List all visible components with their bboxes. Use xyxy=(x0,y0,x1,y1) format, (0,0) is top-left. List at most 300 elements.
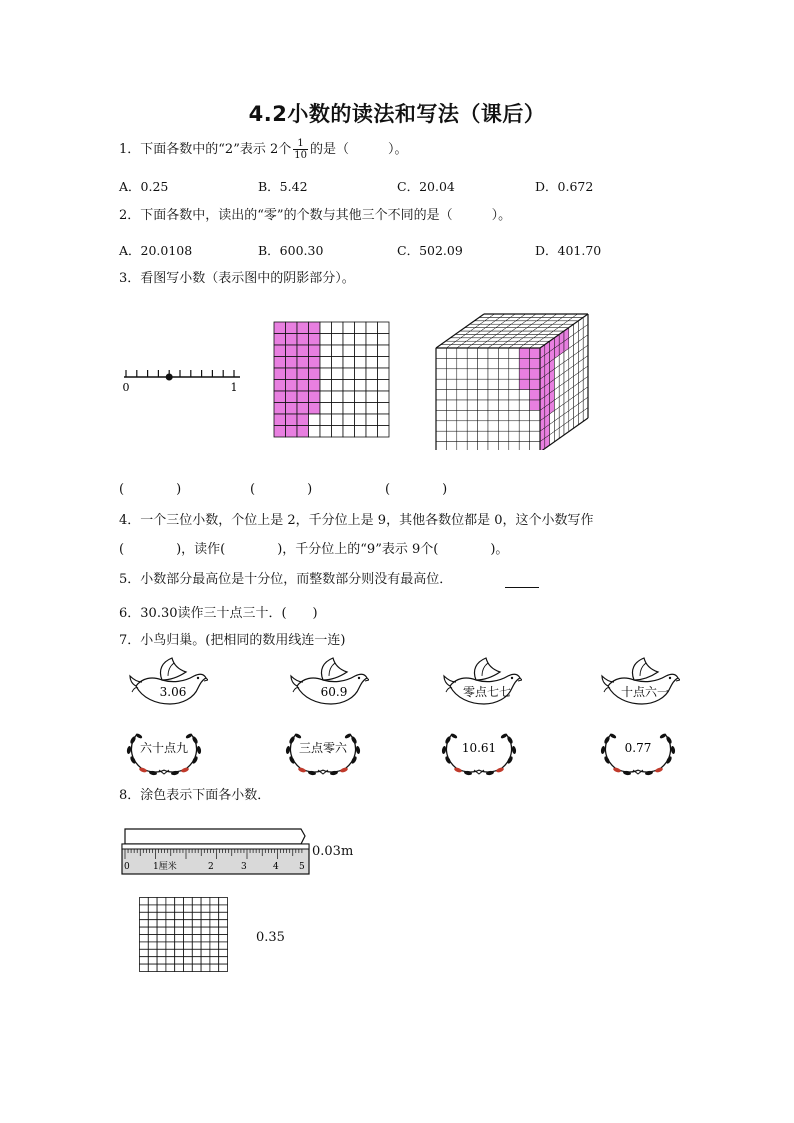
grid-cell xyxy=(309,414,321,426)
grid-cell xyxy=(355,391,367,403)
question-8: 8．涂色表示下面各小数． xyxy=(119,788,271,803)
blank-grid-cell xyxy=(166,942,175,949)
blank-grid-cell xyxy=(148,957,157,964)
blank-grid-cell xyxy=(219,935,228,942)
blank-grid-cell xyxy=(175,935,184,942)
grid-cell xyxy=(332,345,344,357)
blank-grid-cell xyxy=(157,920,166,927)
blank-grid-cell xyxy=(201,942,210,949)
blank-grid-cell xyxy=(219,927,228,934)
cube-front-cell xyxy=(509,410,519,420)
cube-front-cell xyxy=(519,442,529,450)
number-line-end-label: 1 xyxy=(230,381,238,394)
blank-grid-cell xyxy=(166,920,175,927)
q1-option-c[interactable]: C．20.04 xyxy=(397,179,455,194)
grid-cell xyxy=(366,322,378,334)
blank-grid-cell xyxy=(210,942,219,949)
grid-cell xyxy=(320,391,332,403)
cube-front-cell xyxy=(478,348,488,358)
grid-cell xyxy=(378,345,390,357)
grid-cell xyxy=(355,403,367,415)
grid-cell xyxy=(366,334,378,346)
ruler-label-1: 1厘米 xyxy=(153,862,177,872)
q2-option-c[interactable]: C．502.09 xyxy=(397,243,463,258)
grid-cell xyxy=(355,414,367,426)
cube-front-cell xyxy=(519,390,529,400)
cube-front-cell xyxy=(478,400,488,410)
cube-front-cell xyxy=(488,400,498,410)
cube-front-cell xyxy=(436,369,446,379)
blank-grid-cell xyxy=(192,957,201,964)
grid-cell-shaded xyxy=(274,414,286,426)
ruler-top-strip xyxy=(125,829,305,844)
grid-cell xyxy=(355,357,367,369)
blank-grid-cell xyxy=(175,920,184,927)
blank-grid-cell xyxy=(140,927,149,934)
blank-grid-cell xyxy=(140,949,149,956)
grid-cell xyxy=(343,345,355,357)
blank-grid-cell xyxy=(140,898,149,905)
cube-front-cell xyxy=(498,410,508,420)
cube-front-cell xyxy=(498,348,508,358)
grid-cell xyxy=(378,426,390,438)
blank-grid-cell xyxy=(210,935,219,942)
q2-option-b[interactable]: B．600.30 xyxy=(258,243,324,258)
blank-grid-cell xyxy=(192,964,201,971)
blank-grid-cell xyxy=(184,949,193,956)
cube-front-cell xyxy=(457,379,467,389)
nest-2[interactable] xyxy=(282,728,364,776)
blank-grid-cell xyxy=(210,920,219,927)
question-4-line-2[interactable]: ( )，读作( )，千分位上的“9”表示 9个( )。 xyxy=(119,542,509,557)
grid-cell xyxy=(343,403,355,415)
cube-front-cell xyxy=(457,348,467,358)
q3-answer-3[interactable]: ( ) xyxy=(385,482,448,497)
blank-grid-cell xyxy=(192,898,201,905)
blank-grid-cell xyxy=(166,905,175,912)
blank-grid-cell xyxy=(140,942,149,949)
grid-cell-shaded xyxy=(297,403,309,415)
blank-grid-cell xyxy=(157,957,166,964)
cube-front-cell xyxy=(488,369,498,379)
blank-grid-cell xyxy=(192,927,201,934)
cube-front-cell-shaded xyxy=(530,390,540,400)
cube-front-cell xyxy=(446,358,456,368)
ruler-label-2: 2 xyxy=(208,862,214,872)
blank-grid-cell xyxy=(175,898,184,905)
bird-3[interactable] xyxy=(442,656,522,706)
cube-front-cell xyxy=(478,369,488,379)
ruler-label-0: 0 xyxy=(124,862,130,872)
question-5 xyxy=(119,571,452,589)
cube-front-cell xyxy=(478,358,488,368)
cube-front-cell xyxy=(446,400,456,410)
nest-3[interactable] xyxy=(438,728,520,776)
grid-cell xyxy=(378,334,390,346)
blank-grid-cell xyxy=(157,935,166,942)
blank-grid-cell xyxy=(219,964,228,971)
blank-grid-cell xyxy=(148,912,157,919)
thousand-cube-lines xyxy=(436,314,588,450)
cube-front-cell xyxy=(530,421,540,431)
cube-front-cell xyxy=(530,431,540,441)
blank-grid-cell xyxy=(201,920,210,927)
grid-cell xyxy=(320,334,332,346)
bird-1[interactable] xyxy=(128,656,208,706)
blank-grid-cell xyxy=(201,935,210,942)
grid-cell xyxy=(355,334,367,346)
blank-grid-cell xyxy=(175,912,184,919)
cube-front-cell-shaded xyxy=(530,379,540,389)
cube-front-cell xyxy=(488,390,498,400)
q1-option-b[interactable]: B．5.42 xyxy=(258,179,308,194)
grid-cell-shaded xyxy=(309,368,321,380)
bird-3-label: 零点七七 xyxy=(462,685,512,699)
grid-cell-shaded xyxy=(286,357,298,369)
grid-cell xyxy=(332,357,344,369)
blank-grid-cell xyxy=(148,905,157,912)
grid-cell-shaded xyxy=(274,357,286,369)
cube-front-cell xyxy=(488,410,498,420)
blank-grid-cell xyxy=(210,905,219,912)
cube-front-cell-shaded xyxy=(530,348,540,358)
ruler-edge xyxy=(122,844,309,849)
cube-front-cell xyxy=(446,442,456,450)
cube-front-cell xyxy=(498,379,508,389)
cube-front-cell xyxy=(478,421,488,431)
question-5-text: 5．小数部分最高位是十分位，而整数部分则没有最高位． xyxy=(119,572,453,587)
grid-cell xyxy=(378,403,390,415)
blank-grid-cell xyxy=(140,964,149,971)
blank-grid-cell xyxy=(210,957,219,964)
grid-cell-shaded xyxy=(274,368,286,380)
grid-cell xyxy=(366,426,378,438)
bird-2-label: 60.9 xyxy=(320,685,348,699)
q3-answer-1[interactable]: ( ) xyxy=(119,482,182,497)
thousand-cube xyxy=(434,312,594,450)
cube-front-cell xyxy=(488,431,498,441)
nest-4-label: 0.77 xyxy=(624,741,652,755)
cube-front-cell xyxy=(478,379,488,389)
grid-cell-shaded xyxy=(286,322,298,334)
bird-4[interactable] xyxy=(600,656,680,706)
bird-4-label: 十点六一 xyxy=(620,685,670,699)
grid-cell xyxy=(320,380,332,392)
question-1 xyxy=(119,138,408,161)
cube-front-cell xyxy=(436,379,446,389)
blank-grid-cell xyxy=(184,957,193,964)
q2-option-d[interactable]: D．401.70 xyxy=(535,243,602,258)
grid-cell-shaded xyxy=(274,345,286,357)
grid-cell-shaded xyxy=(297,426,309,438)
cube-front-cell xyxy=(457,390,467,400)
question-1-suffix: 的是（ ）。 xyxy=(309,142,408,157)
grid-cell xyxy=(378,322,390,334)
nest-1-label: 六十点九 xyxy=(139,741,189,755)
blank-grid-cell xyxy=(166,957,175,964)
blank-grid-cell xyxy=(148,927,157,934)
cube-front-cell-shaded xyxy=(519,379,529,389)
grid-cell xyxy=(355,345,367,357)
grid-value: 0.35 xyxy=(256,930,285,945)
grid-cell xyxy=(378,414,390,426)
grid-cell xyxy=(366,391,378,403)
blank-grid-cell xyxy=(192,905,201,912)
grid-cell-shaded xyxy=(274,403,286,415)
cube-front-cell xyxy=(498,421,508,431)
grid-cell xyxy=(320,345,332,357)
cube-front-cell xyxy=(436,400,446,410)
grid-cell xyxy=(320,403,332,415)
blank-grid-cell xyxy=(201,957,210,964)
grid-cell xyxy=(332,334,344,346)
cube-front-cell xyxy=(488,358,498,368)
blank-grid-cell xyxy=(219,898,228,905)
cube-front-cell xyxy=(509,358,519,368)
hundred-grid xyxy=(273,321,391,439)
blank-grid-cell xyxy=(184,935,193,942)
ruler-label-5: 5 xyxy=(299,862,305,872)
cube-front-cell xyxy=(436,442,446,450)
blank-grid-cell xyxy=(184,912,193,919)
cube-front-cell xyxy=(467,431,477,441)
cube-front-cell xyxy=(446,410,456,420)
q3-answer-2[interactable]: ( ) xyxy=(250,482,313,497)
blank-grid-cell xyxy=(219,905,228,912)
grid-cell xyxy=(320,368,332,380)
question-6[interactable]: 6．30.30读作三十点三十．( ) xyxy=(119,606,318,621)
blank-grid-cell xyxy=(175,927,184,934)
blank-grid-cell xyxy=(184,942,193,949)
grid-cell xyxy=(355,322,367,334)
grid-cell-shaded xyxy=(297,391,309,403)
blank-grid-cell xyxy=(219,957,228,964)
cube-front-cell xyxy=(457,358,467,368)
fraction-denominator: 10 xyxy=(294,150,307,161)
grid-cell xyxy=(366,380,378,392)
question-2: 2．下面各数中，读出的“零”的个数与其他三个不同的是（ ）。 xyxy=(119,208,512,223)
blank-grid-cell xyxy=(184,964,193,971)
blank-grid-cell xyxy=(201,927,210,934)
cube-front-cell xyxy=(478,410,488,420)
blank-grid-cell xyxy=(148,964,157,971)
grid-cell-shaded xyxy=(297,368,309,380)
blank-grid-cell xyxy=(184,927,193,934)
ruler-label-3: 3 xyxy=(241,862,247,872)
grid-cell-shaded xyxy=(274,334,286,346)
question-5-answer-blank[interactable] xyxy=(505,573,539,592)
cube-front-cell xyxy=(478,442,488,450)
grid-cell-shaded xyxy=(286,334,298,346)
blank-grid-cell xyxy=(166,949,175,956)
grid-cell-shaded xyxy=(274,426,286,438)
cube-front-cell xyxy=(446,369,456,379)
question-7: 7．小鸟归巢。(把相同的数用线连一连) xyxy=(119,633,346,648)
blank-grid-cell xyxy=(219,942,228,949)
cube-front-cell xyxy=(509,348,519,358)
bird-2[interactable] xyxy=(289,656,369,706)
blank-grid-cell xyxy=(192,942,201,949)
cube-front-cell xyxy=(509,400,519,410)
cube-front-cell-shaded xyxy=(519,348,529,358)
cube-front-cell xyxy=(498,369,508,379)
grid-cell xyxy=(378,380,390,392)
number-line-start-label: 0 xyxy=(122,381,130,394)
blank-grid-cell xyxy=(157,949,166,956)
cube-front-cell xyxy=(509,390,519,400)
blank-grid-cell xyxy=(157,905,166,912)
grid-cell-shaded xyxy=(286,414,298,426)
grid-cell xyxy=(332,322,344,334)
page-title: 4.2小数的读法和写法（课后） xyxy=(248,102,546,126)
nest-4[interactable] xyxy=(597,728,679,776)
blank-grid-cell xyxy=(175,942,184,949)
grid-cell-shaded xyxy=(309,334,321,346)
cube-front-cell xyxy=(457,369,467,379)
blank-grid-cell xyxy=(148,920,157,927)
blank-grid-cell xyxy=(210,949,219,956)
grid-cell-shaded xyxy=(309,403,321,415)
blank-grid-cell xyxy=(210,964,219,971)
cube-front-cell xyxy=(467,348,477,358)
grid-cell xyxy=(366,345,378,357)
grid-cell xyxy=(343,357,355,369)
grid-cell-shaded xyxy=(309,345,321,357)
blank-grid-cell xyxy=(148,935,157,942)
cube-front-cell-shaded xyxy=(530,400,540,410)
nest-1[interactable] xyxy=(123,728,205,776)
cube-front-cell-shaded xyxy=(519,369,529,379)
cube-front-cell xyxy=(509,421,519,431)
cube-front-cell xyxy=(467,379,477,389)
grid-cell xyxy=(320,414,332,426)
cube-front-cell xyxy=(446,379,456,389)
nest-3-label: 10.61 xyxy=(461,741,497,755)
blank-grid-cell xyxy=(175,905,184,912)
cube-front-cell xyxy=(467,442,477,450)
cube-front-cell xyxy=(436,348,446,358)
hundred-grid-cells xyxy=(274,322,389,437)
cube-front-cell xyxy=(467,358,477,368)
grid-cell xyxy=(378,391,390,403)
blank-grid-cell xyxy=(201,912,210,919)
blank-grid-cell xyxy=(166,935,175,942)
cube-front-cell xyxy=(467,400,477,410)
grid-cell xyxy=(343,414,355,426)
cube-front-cell xyxy=(436,358,446,368)
blank-grid-cell xyxy=(210,898,219,905)
cube-front-cell xyxy=(509,379,519,389)
grid-cell xyxy=(332,368,344,380)
grid-cell-shaded xyxy=(286,368,298,380)
blank-grid-cell xyxy=(140,905,149,912)
cube-front-cell xyxy=(478,390,488,400)
grid-cell xyxy=(378,357,390,369)
grid-cell xyxy=(320,322,332,334)
grid-cell xyxy=(366,403,378,415)
cube-front-cell xyxy=(436,431,446,441)
blank-grid-cell xyxy=(166,927,175,934)
bird-1-label: 3.06 xyxy=(159,685,187,699)
grid-cell-shaded xyxy=(274,391,286,403)
grid-cell-shaded xyxy=(286,345,298,357)
cube-front-cell xyxy=(436,421,446,431)
cube-front-cell xyxy=(498,442,508,450)
blank-grid-cell xyxy=(219,920,228,927)
cube-front-cell xyxy=(467,421,477,431)
nest-2-label: 三点零六 xyxy=(298,741,348,755)
cube-front-cell xyxy=(530,410,540,420)
grid-cell xyxy=(332,391,344,403)
grid-cell-shaded xyxy=(297,357,309,369)
ruler-label-4: 4 xyxy=(273,862,279,872)
cube-front-cell xyxy=(467,390,477,400)
blank-grid-cell xyxy=(210,912,219,919)
blank-grid-cell xyxy=(148,942,157,949)
blank-grid-cell xyxy=(157,898,166,905)
grid-cell-shaded xyxy=(274,322,286,334)
grid-cell xyxy=(343,334,355,346)
cube-front-cell xyxy=(519,410,529,420)
grid-cell xyxy=(366,368,378,380)
grid-cell-shaded xyxy=(297,414,309,426)
cube-front-cell xyxy=(488,348,498,358)
blank-grid-cell xyxy=(148,949,157,956)
blank-grid-cell xyxy=(157,912,166,919)
grid-cell xyxy=(343,426,355,438)
q2-option-a[interactable]: A．20.0108 xyxy=(119,243,193,258)
q1-option-a[interactable]: A．0.25 xyxy=(119,179,169,194)
cube-front-cell xyxy=(509,431,519,441)
blank-grid[interactable] xyxy=(138,896,230,974)
cube-front-cell xyxy=(488,442,498,450)
cube-front-cell xyxy=(457,410,467,420)
cube-front-cell-shaded xyxy=(519,358,529,368)
cube-front-cell xyxy=(446,348,456,358)
blank-grid-cell xyxy=(184,920,193,927)
grid-cell-shaded xyxy=(286,403,298,415)
ruler-value: 0.03m xyxy=(312,844,354,859)
blank-grid-cell xyxy=(192,912,201,919)
blank-grid-cell xyxy=(166,898,175,905)
blank-grid-cell xyxy=(166,964,175,971)
grid-cell xyxy=(332,426,344,438)
cube-front-cell-shaded xyxy=(530,369,540,379)
number-line xyxy=(120,360,250,396)
number-line-dot xyxy=(166,374,173,381)
grid-cell xyxy=(332,414,344,426)
cube-front-cell xyxy=(457,421,467,431)
blank-grid-cell xyxy=(175,964,184,971)
cube-front-cell xyxy=(509,442,519,450)
cube-front-cell xyxy=(467,410,477,420)
grid-cell xyxy=(366,414,378,426)
cube-front-cell xyxy=(457,431,467,441)
blank-grid-cell xyxy=(157,942,166,949)
blank-grid-cell xyxy=(175,949,184,956)
grid-cell-shaded xyxy=(286,391,298,403)
grid-cell-shaded xyxy=(297,334,309,346)
blank-grid-cell xyxy=(140,957,149,964)
grid-cell-shaded xyxy=(297,380,309,392)
cube-front-cell xyxy=(519,421,529,431)
cube-front-cell xyxy=(519,400,529,410)
blank-grid-cell xyxy=(140,935,149,942)
cube-front-cell xyxy=(457,400,467,410)
q1-option-d[interactable]: D．0.672 xyxy=(535,179,594,194)
blank-grid-cell xyxy=(166,912,175,919)
cube-front-cell xyxy=(488,421,498,431)
